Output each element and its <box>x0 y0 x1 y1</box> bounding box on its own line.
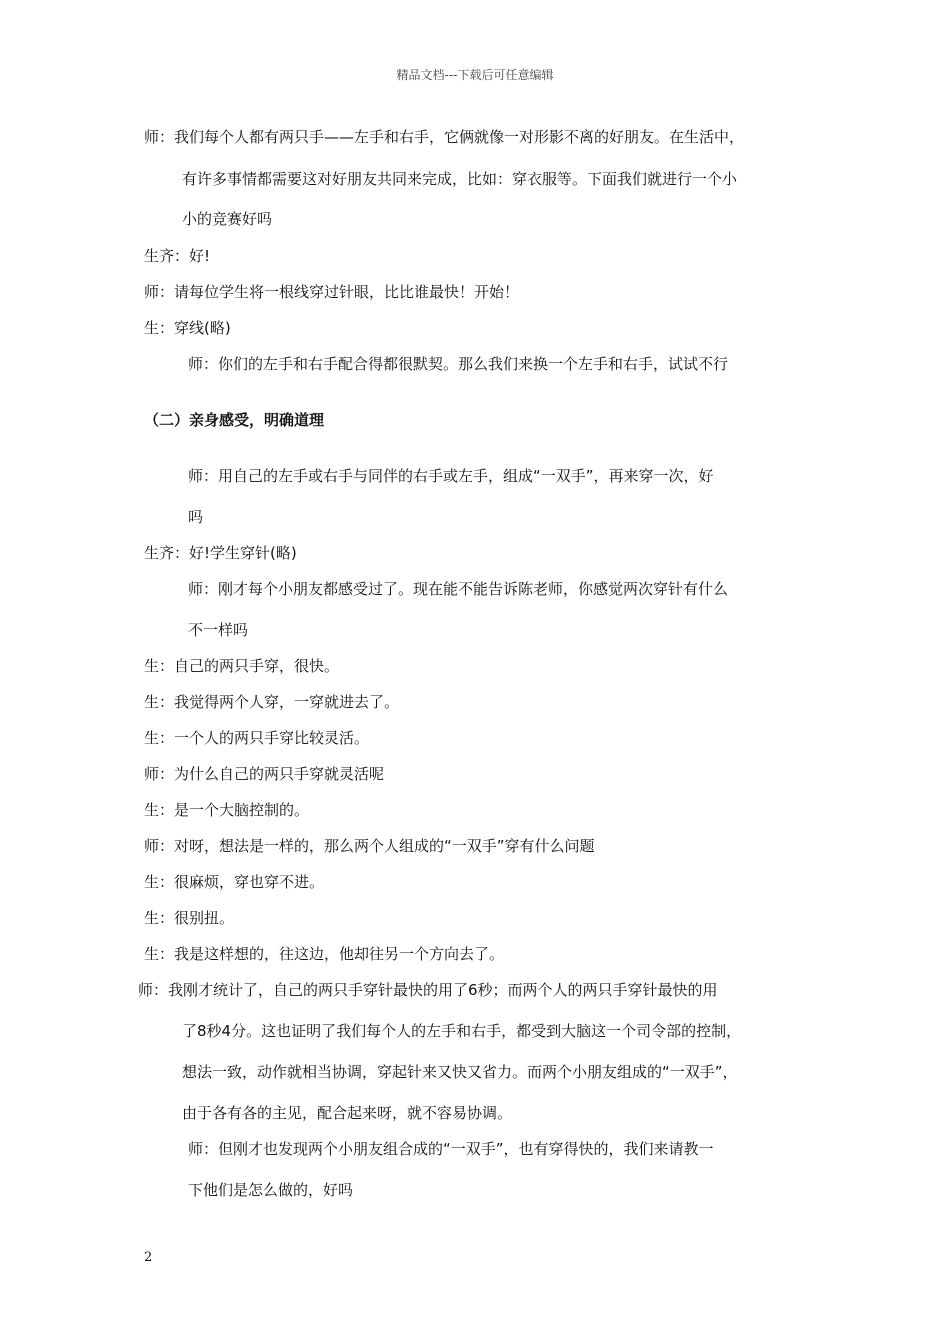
section-heading: （二）亲身感受，明确道理 <box>144 411 325 429</box>
text-line: 由于各有各的主见，配合起来呀，就不容易协调。 <box>182 1104 513 1122</box>
text-line: 师：我刚才统计了，自己的两只手穿针最快的用了6秒；而两个人的两只手穿针最快的用 <box>138 981 718 999</box>
text-line: 生：一个人的两只手穿比较灵活。 <box>144 729 370 747</box>
text-line: 生：我觉得两个人穿，一穿就进去了。 <box>144 693 400 711</box>
text-line: 小的竞赛好吗 <box>182 210 273 228</box>
text-line: 了8秒4分。这也证明了我们每个人的左手和右手，都受到大脑这一个司令部的控制， <box>182 1022 742 1040</box>
text-line: 下他们是怎么做的，好吗 <box>188 1181 354 1199</box>
text-line: 生：很麻烦，穿也穿不进。 <box>144 873 325 891</box>
page-number: 2 <box>144 1250 153 1265</box>
text-line: 有许多事情都需要这对好朋友共同来完成，比如：穿衣服等。下面我们就进行一个小 <box>182 170 738 188</box>
text-line: 师：对呀，想法是一样的，那么两个人组成的“一双手”穿有什么问题 <box>144 837 595 855</box>
text-line: 师：但刚才也发现两个小朋友组合成的“一双手”，也有穿得快的，我们来请教一 <box>188 1140 714 1158</box>
text-line: 师：我们每个人都有两只手——左手和右手，它俩就像一对形影不离的好朋友。在生活中， <box>144 128 745 146</box>
text-line: 生齐：好! <box>144 247 211 265</box>
text-line: 师：用自己的左手或右手与同伴的右手或左手，组成“一双手”，再来穿一次，好 <box>188 467 714 485</box>
text-line: 吗 <box>188 508 204 526</box>
text-line: 生齐：好!学生穿针(略) <box>144 544 297 562</box>
text-line: 师：请每位学生将一根线穿过针眼，比比谁最快！开始！ <box>144 283 520 301</box>
text-line: 生：是一个大脑控制的。 <box>144 801 310 819</box>
text-line: 生：自己的两只手穿，很快。 <box>144 657 340 675</box>
page-header: 精品文档---下载后可任意编辑 <box>396 68 554 82</box>
text-line: 不一样吗 <box>188 621 249 639</box>
text-line: 师：刚才每个小朋友都感受过了。现在能不能告诉陈老师，你感觉两次穿针有什么 <box>188 580 729 598</box>
text-line: 生：我是这样想的，往这边，他却往另一个方向去了。 <box>144 945 505 963</box>
text-line: 师：为什么自己的两只手穿就灵活呢 <box>144 765 385 783</box>
text-line: 生：穿线(略) <box>144 319 231 337</box>
text-line: 生：很别扭。 <box>144 909 235 927</box>
text-line: 师：你们的左手和右手配合得都很默契。那么我们来换一个左手和右手，试试不行 <box>188 355 729 373</box>
text-line: 想法一致，动作就相当协调，穿起针来又快又省力。而两个小朋友组成的“一双手”， <box>182 1063 738 1081</box>
